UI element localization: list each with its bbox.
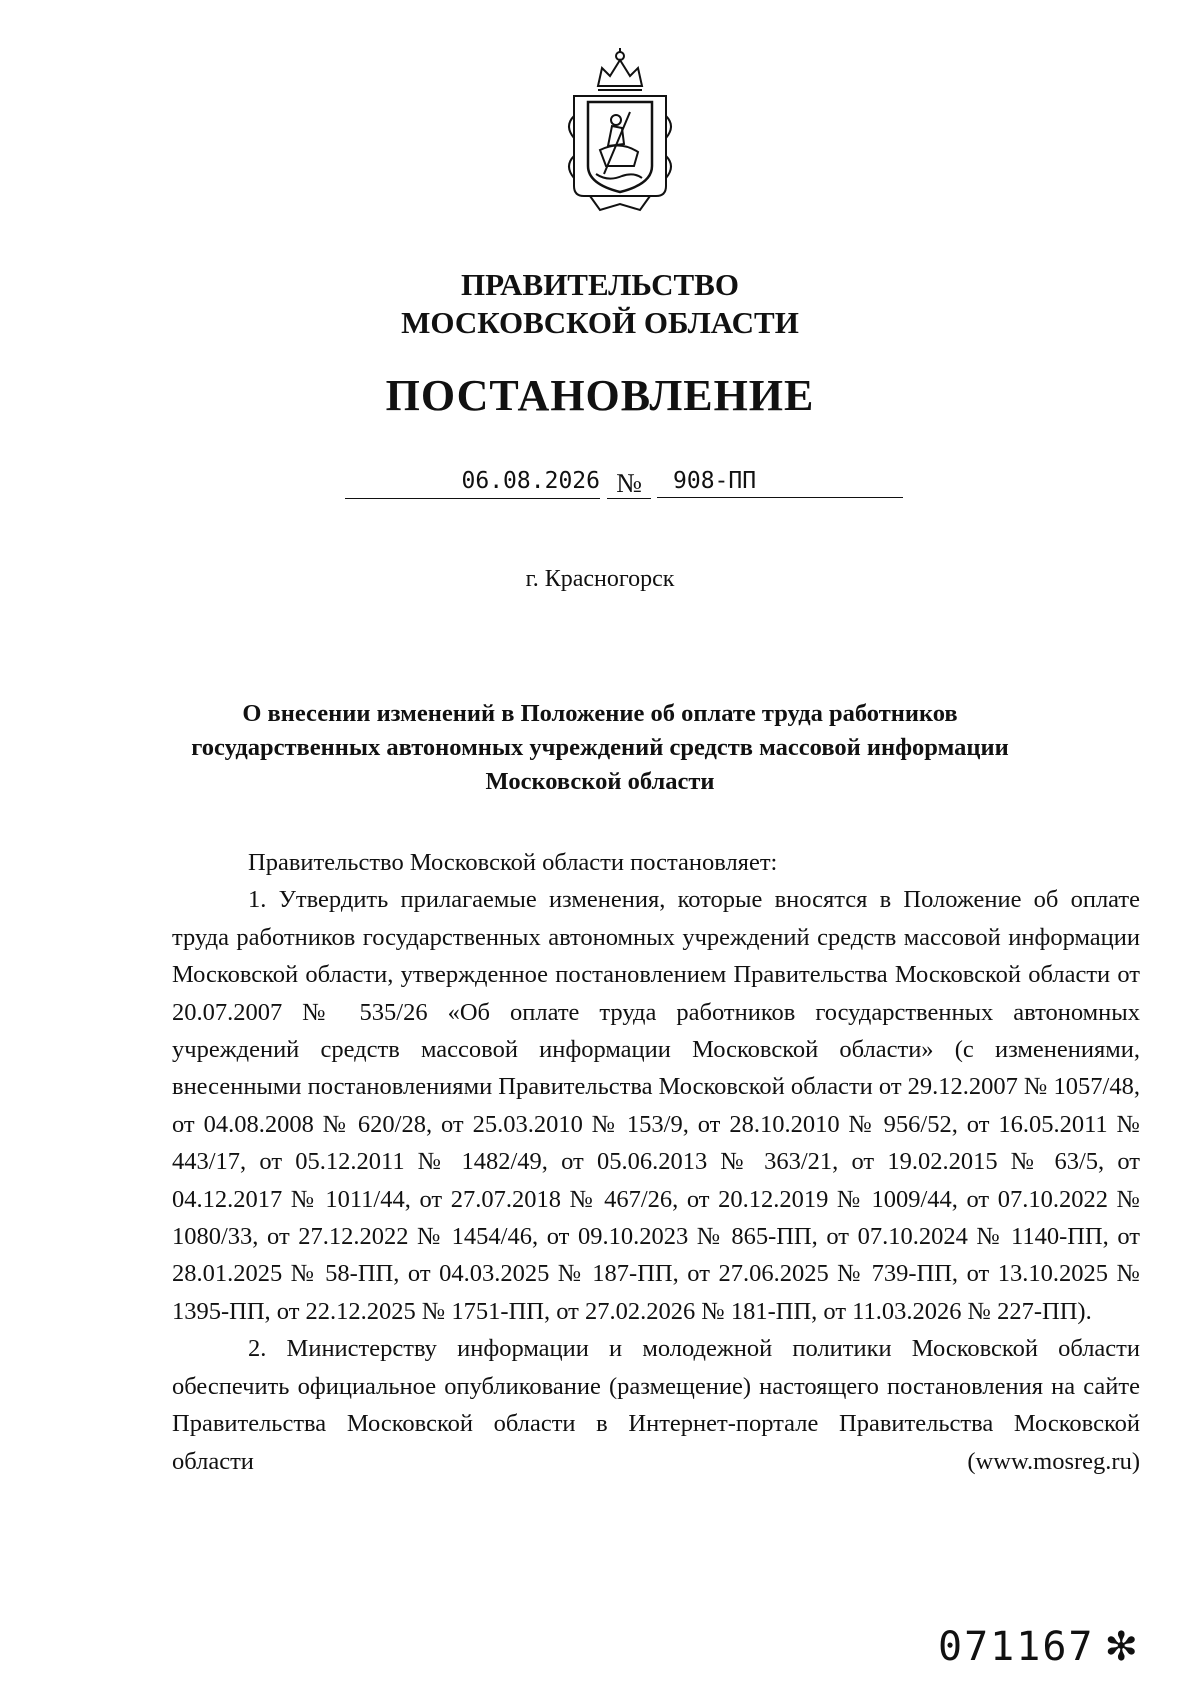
stamp-number: 071167 bbox=[937, 1624, 1095, 1670]
city-label: г. Красногорск bbox=[525, 566, 675, 592]
document-body bbox=[172, 844, 1140, 1480]
registration-stamp bbox=[938, 1624, 1140, 1670]
document-title: О внесении изменений в Положение об оплате труда работников государственных автономных учреждений средств массовой информации Московской области bbox=[191, 700, 1009, 795]
body-item-2: 2. Министерству информации и молодежной политики Московской области обеспечить официальное опубликование (размещение) настоящего постановления на сайте Правительства Московской области в Интернет-портале Правительства Московской области (www.mosreg.ru) bbox=[172, 1335, 1140, 1475]
body-intro: Правительство Московской области постановляет: bbox=[248, 849, 778, 876]
government-name bbox=[0, 266, 1200, 342]
document-number: 908-ПП bbox=[657, 466, 903, 498]
document-type: ПОСТАНОВЛЕНИЕ bbox=[385, 371, 815, 420]
coat-of-arms-icon bbox=[560, 46, 680, 216]
document-number-line bbox=[345, 466, 905, 506]
document-date: 06.08.2026 bbox=[345, 466, 600, 499]
body-item-1: 1. Утвердить прилагаемые изменения, которые вносятся в Положение об оплате труда работников государственных автономных учреждений средств массовой информации Московской области, утвержденное постановлением Правительства Московской области от 20.07.2007 № 535/26 «Об оплате труда работников государственных автономных учреждений средств массовой информации Московской области» (с изменениями, внесенными постановлениями Правительства Московской области от 29.12.2007 № 1057/48, от 04.08.2008 № 620/28, от 25.03.2010 № 153/9, от 28.10.2010 № 956/52, от 16.05.2011 № 443/17, от 05.12.2011 № 1482/49, от 05.06.2013 № 363/21, от 19.02.2015 № 63/5, от 04.12.2017 № 1011/44, от 27.07.2018 № 467/26, от 20.12.2019 № 1009/44, от 07.10.2022 № 1080/33, от 27.12.2022 № 1454/46, от 09.10.2023 № 865-ПП, от 07.10.2024 № 1140-ПП, от 28.01.2025 № 58-ПП, от 04.03.2025 № 187-ПП, от 27.06.2025 № 739-ПП, от 13.10.2025 № 1395-ПП, от 22.12.2025 № 1751-ПП, от 27.02.2026 № 181-ПП, от 11.03.2026 № 227-ПП). bbox=[172, 886, 1140, 1325]
government-name-line2: МОСКОВСКОЙ ОБЛАСТИ bbox=[401, 305, 799, 340]
asterisk-icon: ✻ bbox=[1104, 1624, 1140, 1670]
government-name-line1: ПРАВИТЕЛЬСТВО bbox=[461, 267, 739, 302]
number-sign: № bbox=[607, 468, 651, 499]
